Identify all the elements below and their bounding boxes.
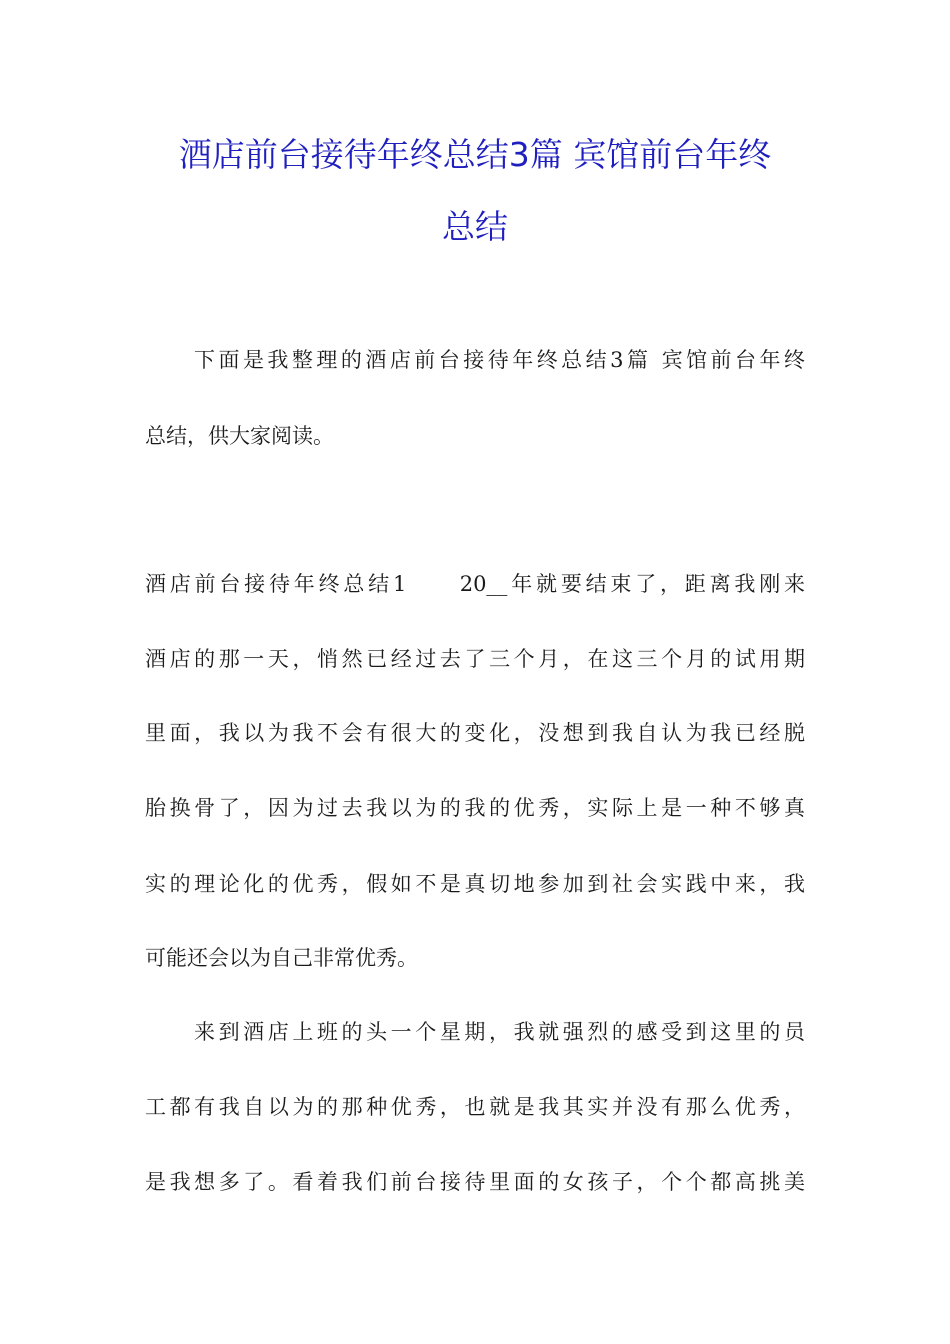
section1-line-4: 胎换骨了，因为过去我以为的我的优秀，实际上是一种不够真 [145,796,805,820]
intro-line-1: 下面是我整理的酒店前台接待年终总结3篇 宾馆前台年终 [194,348,805,372]
document-title-line-2: 总结 [442,207,508,246]
intro-line-2: 总结，供大家阅读。 [145,424,334,448]
paragraph2-line-2: 工都有我自以为的那种优秀，也就是我其实并没有那么优秀， [145,1095,805,1119]
paragraph2-line-3: 是我想多了。看着我们前台接待里面的女孩子，个个都高挑美 [145,1170,805,1194]
paragraph2-line-1: 来到酒店上班的头一个星期，我就强烈的感受到这里的员 [194,1020,805,1044]
section1-line-1: 酒店前台接待年终总结1 20__年就要结束了，距离我刚来 [145,572,805,596]
section1-line-2: 酒店的那一天，悄然已经过去了三个月，在这三个月的试用期 [145,647,805,671]
section1-line-6: 可能还会以为自己非常优秀。 [145,946,418,970]
section1-line-3: 里面，我以为我不会有很大的变化，没想到我自认为我已经脱 [145,721,805,745]
section1-line-5: 实的理论化的优秀，假如不是真切地参加到社会实践中来，我 [145,872,805,896]
document-title-line-1: 酒店前台接待年终总结3篇 宾馆前台年终 [178,135,772,174]
